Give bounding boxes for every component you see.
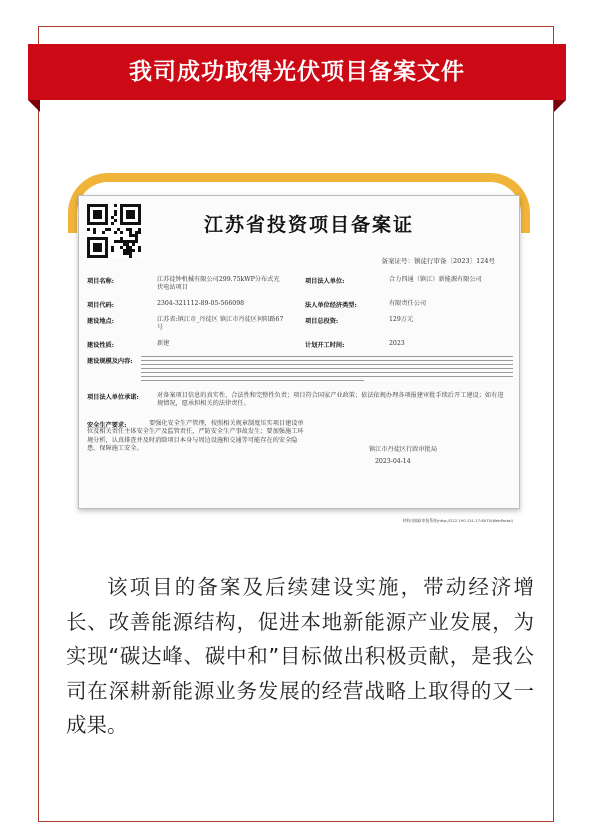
legal-unit-value: 合力四通（镇江）新能源有限公司 [389, 276, 482, 283]
legal-unit-label: 项目法人单位: [305, 278, 345, 285]
body-paragraph: 该项目的备案及后续建设实施，带动经济增长、改善能源结构，促进本地新能源产业发展，为实现“碳达峰、碳中和”目标做出积极贡献，是我公司在深耕新能源业务发展的经营战略上取得的又一成果。 [66, 575, 534, 737]
certificate-title: 江苏省投资项目备案证 [203, 214, 414, 236]
project-code-label: 项目代码: [87, 302, 115, 309]
certificate-document [78, 195, 520, 523]
safety-value: 要强化安全生产管理，按照相关规章制度压实项目建设单位及相关责任主体安全生产及监管责任，严防安全生产事故发生；要加强施工环境分析，认真排查并及时消除项目本身与周边设施和交通等可能存在的安全隐患，保障施工安全。 [87, 420, 304, 452]
commitment-label: 项目法人单位承诺: [87, 394, 139, 401]
safety-label: 安全生产要求: [87, 422, 127, 429]
investment-value: 129万元 [389, 316, 414, 323]
nature-label: 建设性质: [87, 342, 115, 349]
nature-value: 新建 [157, 340, 170, 347]
banner-title: 我司成功取得光伏项目备案文件 [129, 59, 465, 85]
scope-fine-print [141, 356, 513, 388]
location-label: 建设地点: [87, 318, 115, 325]
econ-type-value: 有限责任公司 [389, 300, 427, 307]
issue-date: 2023-04-14 [375, 458, 411, 465]
qr-code-icon [87, 204, 141, 258]
project-name-label: 项目名称: [87, 278, 115, 285]
start-label: 计划开工时间: [305, 342, 345, 349]
project-name-value: 江苏徒钟机械有限公司299.75kWP分布式光伏电站项目 [157, 276, 280, 291]
econ-type-label: 法人单位经济类型: [305, 302, 357, 309]
banner-fold-right [554, 100, 566, 112]
title-banner [28, 44, 566, 118]
scope-label: 建设规模及内容: [87, 358, 133, 365]
location-value: 江苏省:镇江市_丹徒区 镇江市丹徒区何阳路67号 [157, 316, 284, 331]
commitment-value: 对备案项目信息的真实性、合法性和完整性负责；项目符合国家产业政策；依法依规办理各项报建审批手续后开工建设；如有违规情况，愿承担相关的法律责任。 [157, 392, 504, 407]
certificate-number: 备案证号：镇徒行审备〔2023〕124号 [381, 257, 495, 265]
issuer: 镇江市丹徒区行政审批局 [369, 446, 438, 453]
start-value: 2023 [389, 340, 405, 347]
certificate-footer: 材料由镇政审批系统(http://222.190.131.17:8075/WebPortal) [402, 518, 513, 523]
project-code-value: 2304-321112-89-05-566098 [157, 300, 245, 307]
investment-label: 项目总投资: [305, 318, 339, 325]
banner-fold-left [28, 100, 40, 112]
certificate-image [68, 173, 530, 523]
